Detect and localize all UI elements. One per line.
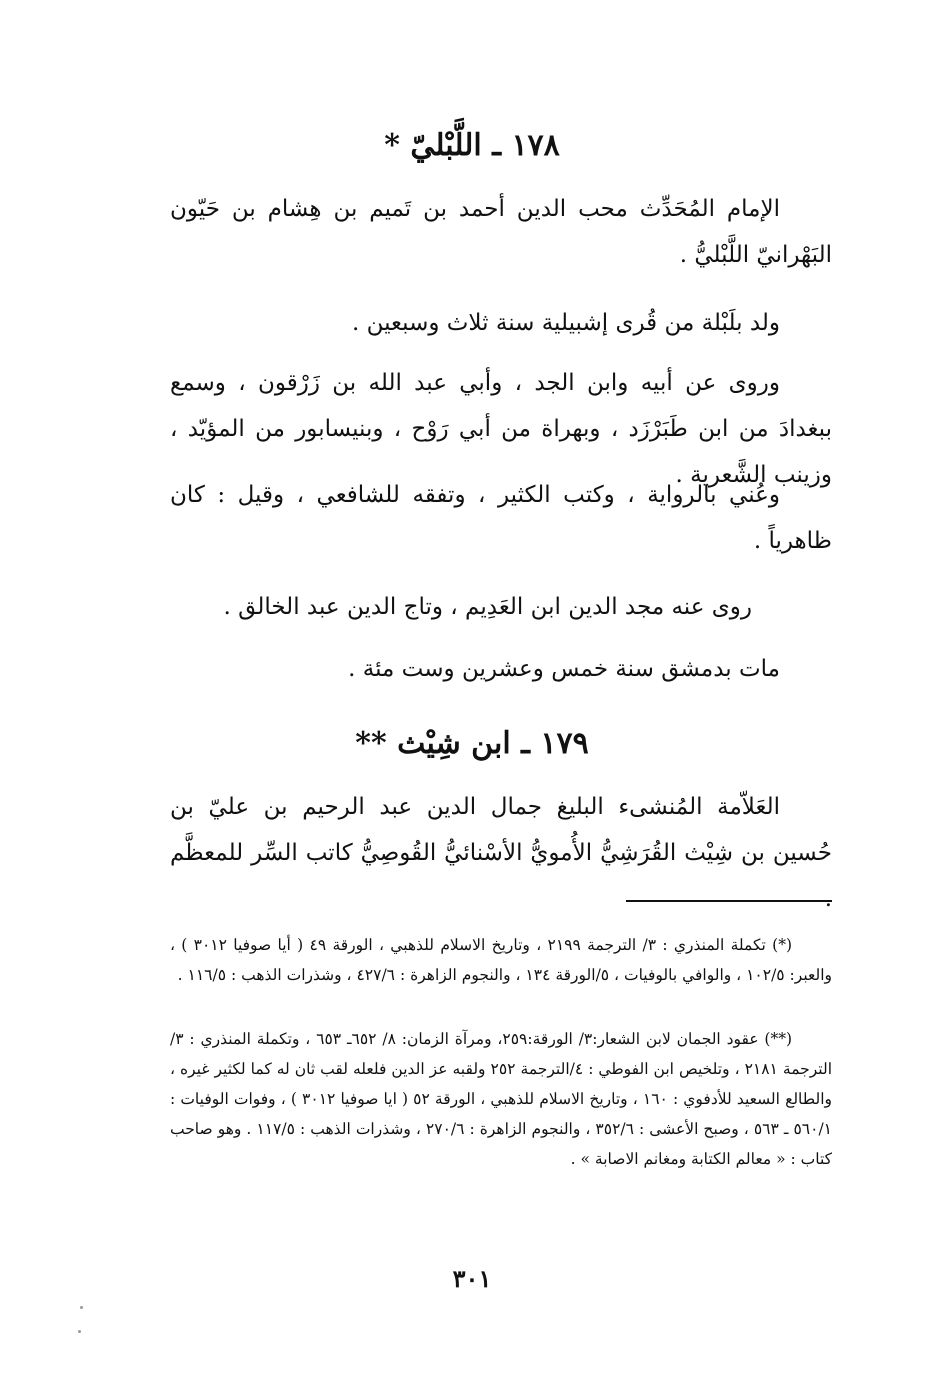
entry-178-paragraph-5: روى عنه مجد الدين ابن العَدِيم ، وتاج الدين عبد الخالق . (223, 594, 752, 620)
entry-178-paragraph-1: الإمام المُحَدِّث محب الدين أحمد بن تَميم بن هِشام بن حَيّون البَهْرانيّ اللَّبْليُّ . (170, 196, 832, 268)
entry-178-paragraph-6: مات بدمشق سنة خمس وعشرين وست مئة . (348, 656, 780, 682)
entry-178-paragraph-4: وعُني بالرواية ، وكتب الكثير ، وتفقه للشافعي ، وقيل : كان ظاهرياً . (170, 482, 832, 554)
entry-178-paragraph-3: وروى عن أبيه وابن الجد ، وأبي عبد الله بن زَرْقون ، وسمع ببغدادَ من ابن طَبَرْزَد ، وبهراة من أبي رَوْح ، وبنيسابور من المؤيّد ، وزينب الشَّعرية . (170, 370, 832, 488)
footnote-2: (**) عقود الجمان لابن الشعار:٣/ الورقة:٢٥٩، ومرآة الزمان: ٨/ ٦٥٢ـ ٦٥٣ ، وتكملة المنذري : ٣/الترجمة ٢١٨١ ، وتلخيص ابن الفوطي : ٤/الترجمة ٢٥٢ ولقبه عز الدين فلعله لقب ثان له كما لكثير غيره ، والطالع السعيد للأدفوي : ١٦٠ ، وتاريخ الاسلام للذهبي ، الورقة ٥٢ ( ايا صوفيا ٣٠١٢ ) ، وفوات الوفيات : ٥٦٠/١ ـ ٥٦٣ ، وصبح الأعشى : ٣٥٢/٦ ، والنجوم الزاهرة : ٢٧٠/٦ ، وشذرات الذهب : ١١٧/٥ . وهو صاحب كتاب : « معالم الكتابة ومغانم الاصابة » . (170, 1030, 833, 1168)
entry-179-paragraph-1: العَلاّمة المُنشىء البليغ جمال الدين عبد الرحيم بن عليّ بن حُسين بن شِيْث القُرَشِيُّ الأُمويُّ الأسْنائيُّ القُوصِيُّ كاتب السِّر للمعظَّم . (170, 794, 832, 912)
footnote-separator (626, 900, 832, 902)
scan-speck (78, 1330, 81, 1333)
page-number: ٣٠١ (452, 1264, 492, 1293)
footnote-1: (*) تكملة المنذري : ٣/ الترجمة ٢١٩٩ ، وتاريخ الاسلام للذهبي ، الورقة ٤٩ ( أيا صوفيا ٣٠١٢ ) ، والعبر: ١٠٢/٥ ، والوافي بالوفيات ، ٥/الورقة ١٣٤ ، والنجوم الزاهرة : ٤٢٧/٦ ، وشذرات الذهب : ١١٦/٥ . (170, 936, 832, 984)
entry-178-paragraph-2: ولد بلَبْلة من قُرى إشبيلية سنة ثلاث وسبعين . (351, 310, 780, 336)
entry-heading-178: ١٧٨ ـ اللَّبْليّ * (384, 128, 560, 163)
scan-speck (80, 1306, 83, 1309)
entry-heading-179: ١٧٩ ـ ابن شِيْث ** (355, 726, 589, 761)
